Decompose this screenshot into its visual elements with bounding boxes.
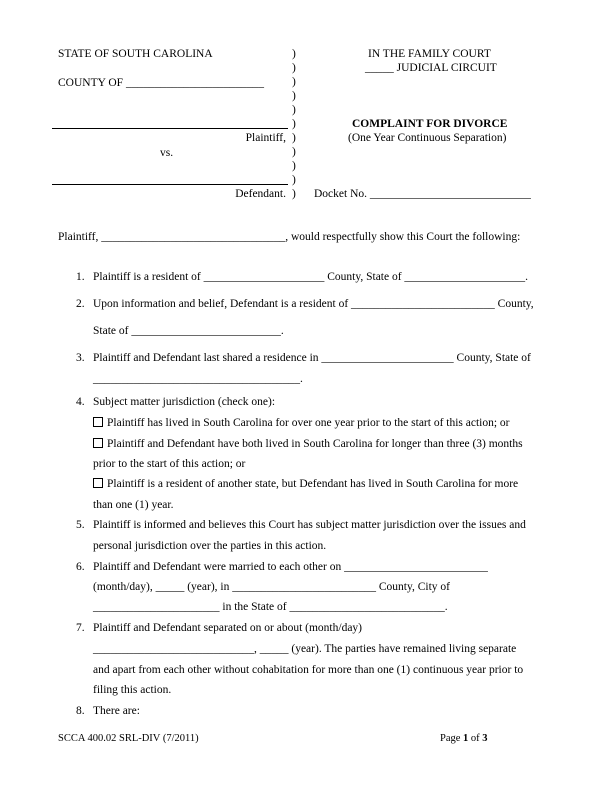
defendant-label: Defendant. <box>235 188 286 200</box>
docket-number[interactable]: Docket No. ____________________________ <box>314 188 531 200</box>
plaintiff-label: Plaintiff, <box>245 132 286 144</box>
judicial-circuit[interactable]: _____ JUDICIAL CIRCUIT <box>365 62 497 74</box>
jurisdiction-option-1[interactable] <box>93 416 510 430</box>
item-text: Subject matter jurisdiction (check one): <box>93 396 276 408</box>
item-text[interactable]: Plaintiff and Defendant last shared a residence in _______________________ County, State of <box>93 352 531 364</box>
item-text[interactable]: Plaintiff and Defendant were married to each other on _________________________ <box>93 561 488 573</box>
page-total: 3 <box>482 733 488 744</box>
option-label: Plaintiff has lived in South Carolina for over one year prior to the start of this action; or <box>107 417 510 429</box>
item-text[interactable]: ____________________________________. <box>93 373 303 385</box>
item-number: 7. <box>76 622 85 634</box>
defendant-name-line[interactable] <box>52 184 288 185</box>
item-text: and apart from each other without cohabitation for more than one (1) continuous year prior to <box>93 664 524 676</box>
option-label-continued: prior to the start of this action; or <box>93 458 246 470</box>
intro-paragraph[interactable]: Plaintiff, ________________________________, would respectfully show this Court the following: <box>58 231 521 243</box>
plaintiff-name-line[interactable] <box>52 128 288 129</box>
court-name: IN THE FAMILY COURT <box>368 48 491 60</box>
item-text[interactable]: ______________________ in the State of ___________________________. <box>93 601 448 613</box>
page-number: 1 <box>463 733 469 744</box>
page-word: Page <box>440 733 461 744</box>
item-number: 1. <box>76 271 85 283</box>
form-identifier: SCCA 400.02 SRL-DIV (7/2011) <box>58 733 199 744</box>
item-text: Plaintiff is informed and believes this Court has subject matter jurisdiction over the issues and <box>93 519 526 531</box>
county-caption[interactable]: COUNTY OF ________________________ <box>58 77 264 89</box>
item-number: 4. <box>76 396 85 408</box>
option-label: Plaintiff and Defendant have both lived in South Carolina for longer than three (3) months <box>107 438 523 450</box>
item-number: 2. <box>76 298 85 310</box>
item-text[interactable]: (month/day), _____ (year), in _________________________ County, City of <box>93 581 450 593</box>
jurisdiction-option-2[interactable] <box>93 437 523 451</box>
item-text[interactable]: ____________________________, _____ (year). The parties have remained living separate <box>93 643 517 655</box>
item-text: filing this action. <box>93 684 172 696</box>
option-label-continued: than one (1) year. <box>93 499 174 511</box>
item-text: There are: <box>93 705 140 717</box>
item-text[interactable]: State of __________________________. <box>93 325 284 337</box>
document-subtitle: (One Year Continuous Separation) <box>348 132 507 144</box>
of-word: of <box>470 733 480 744</box>
option-label: Plaintiff is a resident of another state, but Defendant has lived in South Carolina for more <box>107 478 519 490</box>
checkbox[interactable] <box>93 478 103 488</box>
item-number: 3. <box>76 352 85 364</box>
item-number: 6. <box>76 561 85 573</box>
vs-label: vs. <box>160 147 174 159</box>
item-text[interactable]: Upon information and belief, Defendant is a resident of _________________________ County, <box>93 298 534 310</box>
item-number: 5. <box>76 519 85 531</box>
document-title: COMPLAINT FOR DIVORCE <box>352 118 508 130</box>
item-text: Plaintiff and Defendant separated on or about (month/day) <box>93 622 362 634</box>
page-indicator <box>440 732 488 746</box>
checkbox[interactable] <box>93 417 103 427</box>
jurisdiction-option-3[interactable] <box>93 477 518 491</box>
item-text[interactable]: Plaintiff is a resident of _____________________ County, State of _____________________. <box>93 271 529 283</box>
checkbox[interactable] <box>93 438 103 448</box>
item-text: personal jurisdiction over the parties in this action. <box>93 540 327 552</box>
state-caption: STATE OF SOUTH CAROLINA <box>58 48 213 60</box>
item-number: 8. <box>76 705 85 717</box>
